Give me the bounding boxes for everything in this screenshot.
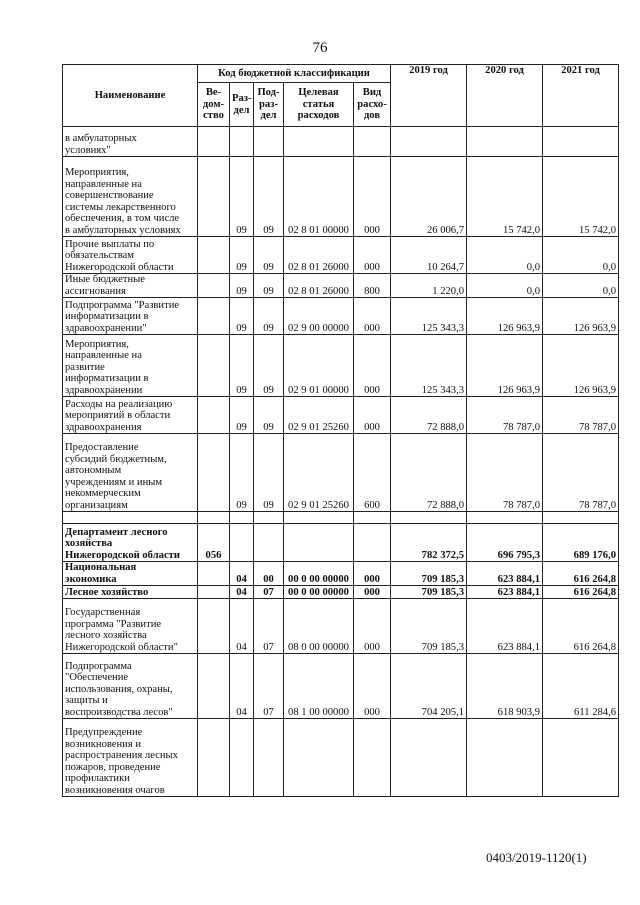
cell-ved — [198, 562, 230, 586]
cell-podrazdel: 09 — [254, 397, 284, 434]
cell-ved — [198, 434, 230, 512]
cell-y2021: 616 264,8 — [543, 586, 619, 599]
cell-vid — [354, 524, 391, 562]
table-row — [63, 654, 619, 719]
cell-ved — [198, 512, 230, 524]
cell-y2020: 0,0 — [467, 274, 543, 298]
cell-razdel — [230, 719, 254, 797]
cell-tselevaya: 02 8 01 26000 — [284, 274, 354, 298]
cell-name: Государственная программа "Развитие лесного хозяйства Нижегородской области" — [63, 599, 198, 654]
cell-tselevaya — [284, 127, 354, 157]
cell-y2020: 623 884,1 — [467, 586, 543, 599]
cell-podrazdel: 09 — [254, 237, 284, 274]
cell-vid: 000 — [354, 654, 391, 719]
cell-tselevaya: 02 8 01 26000 — [284, 237, 354, 274]
cell-y2019: 72 888,0 — [391, 397, 467, 434]
cell-vid: 000 — [354, 397, 391, 434]
cell-y2020: 126 963,9 — [467, 298, 543, 335]
cell-razdel — [230, 524, 254, 562]
cell-y2019 — [391, 512, 467, 524]
cell-podrazdel: 00 — [254, 562, 284, 586]
cell-y2021: 78 787,0 — [543, 434, 619, 512]
cell-y2020 — [467, 512, 543, 524]
cell-y2020: 126 963,9 — [467, 335, 543, 397]
cell-y2021 — [543, 127, 619, 157]
table-row — [63, 274, 619, 298]
cell-name: Подпрограмма "Обеспечение использования, охраны, защиты и воспроизводства лесов" — [63, 654, 198, 719]
cell-razdel: 04 — [230, 599, 254, 654]
cell-ved — [198, 298, 230, 335]
cell-name: Департамент лесного хозяйства Нижегородской области — [63, 524, 198, 562]
cell-y2021: 126 963,9 — [543, 335, 619, 397]
document-code: 0403/2019-1120(1) — [486, 850, 587, 865]
cell-vid: 600 — [354, 434, 391, 512]
cell-name — [63, 512, 198, 524]
cell-y2019 — [391, 719, 467, 797]
table-row — [63, 157, 619, 237]
cell-razdel: 09 — [230, 335, 254, 397]
cell-name: в амбулаторных условиях" — [63, 127, 198, 157]
cell-y2019 — [391, 127, 467, 157]
cell-name: Прочие выплаты по обязательствам Нижегородской области — [63, 237, 198, 274]
cell-y2021: 689 176,0 — [543, 524, 619, 562]
cell-vid: 000 — [354, 562, 391, 586]
cell-tselevaya — [284, 524, 354, 562]
table-body — [63, 127, 619, 797]
table-row — [63, 434, 619, 512]
cell-y2021: 78 787,0 — [543, 397, 619, 434]
cell-tselevaya: 08 0 00 00000 — [284, 599, 354, 654]
table-row — [63, 237, 619, 274]
table-row — [63, 335, 619, 397]
cell-ved — [198, 127, 230, 157]
cell-y2021: 126 963,9 — [543, 298, 619, 335]
cell-name: Лесное хозяйство — [63, 586, 198, 599]
cell-y2021: 15 742,0 — [543, 157, 619, 237]
cell-podrazdel — [254, 524, 284, 562]
cell-ved — [198, 719, 230, 797]
table-row — [63, 719, 619, 797]
cell-y2019: 125 343,3 — [391, 298, 467, 335]
cell-y2021: 616 264,8 — [543, 562, 619, 586]
budget-table — [62, 64, 619, 797]
cell-razdel: 04 — [230, 562, 254, 586]
cell-ved — [198, 599, 230, 654]
cell-vid: 000 — [354, 237, 391, 274]
cell-y2021 — [543, 512, 619, 524]
cell-razdel: 09 — [230, 237, 254, 274]
cell-razdel: 04 — [230, 586, 254, 599]
cell-razdel: 04 — [230, 654, 254, 719]
cell-y2020 — [467, 719, 543, 797]
cell-ved — [198, 335, 230, 397]
cell-name: Расходы на реализацию мероприятий в области здравоохранения — [63, 397, 198, 434]
cell-y2019: 26 006,7 — [391, 157, 467, 237]
header-2021: 2021 год — [543, 65, 619, 127]
cell-name: Предоставление субсидий бюджетным, автономным учреждениям и иным некоммерческим организациям — [63, 434, 198, 512]
cell-podrazdel — [254, 719, 284, 797]
cell-vid: 000 — [354, 298, 391, 335]
cell-tselevaya — [284, 719, 354, 797]
table-row — [63, 298, 619, 335]
cell-vid: 000 — [354, 586, 391, 599]
cell-podrazdel: 07 — [254, 586, 284, 599]
cell-y2021: 611 284,6 — [543, 654, 619, 719]
cell-vid: 000 — [354, 157, 391, 237]
cell-y2020: 696 795,3 — [467, 524, 543, 562]
cell-ved — [198, 157, 230, 237]
cell-y2019: 782 372,5 — [391, 524, 467, 562]
cell-y2021 — [543, 719, 619, 797]
cell-razdel: 09 — [230, 397, 254, 434]
cell-tselevaya: 08 1 00 00000 — [284, 654, 354, 719]
cell-razdel: 09 — [230, 274, 254, 298]
cell-y2019: 10 264,7 — [391, 237, 467, 274]
table-row — [63, 599, 619, 654]
cell-podrazdel: 07 — [254, 599, 284, 654]
cell-y2021: 0,0 — [543, 237, 619, 274]
cell-name: Подпрограмма "Развитие информатизации в здравоохранении" — [63, 298, 198, 335]
cell-y2021: 0,0 — [543, 274, 619, 298]
cell-ved — [198, 654, 230, 719]
cell-podrazdel: 09 — [254, 335, 284, 397]
cell-y2020: 623 884,1 — [467, 562, 543, 586]
header-vid: Вид расхо- дов — [354, 83, 391, 127]
cell-y2019: 709 185,3 — [391, 599, 467, 654]
cell-name: Мероприятия, направленные на совершенствование системы лекарственного обеспечения, в том числе в амбулаторных условиях — [63, 157, 198, 237]
cell-podrazdel: 09 — [254, 274, 284, 298]
cell-tselevaya: 02 8 01 00000 — [284, 157, 354, 237]
header-code-group: Код бюджетной классификации — [198, 65, 391, 83]
cell-podrazdel — [254, 127, 284, 157]
cell-podrazdel: 09 — [254, 434, 284, 512]
header-2020: 2020 год — [467, 65, 543, 127]
cell-tselevaya: 02 9 01 00000 — [284, 335, 354, 397]
cell-razdel: 09 — [230, 434, 254, 512]
header-tselevaya: Целевая статья расходов — [284, 83, 354, 127]
header-razdel: Раз- дел — [230, 83, 254, 127]
cell-y2020: 15 742,0 — [467, 157, 543, 237]
cell-ved — [198, 397, 230, 434]
cell-razdel — [230, 512, 254, 524]
cell-podrazdel: 07 — [254, 654, 284, 719]
cell-y2021: 616 264,8 — [543, 599, 619, 654]
table-row — [63, 524, 619, 562]
cell-y2019: 709 185,3 — [391, 586, 467, 599]
cell-ved — [198, 237, 230, 274]
cell-y2020 — [467, 127, 543, 157]
cell-razdel: 09 — [230, 298, 254, 335]
cell-y2020: 0,0 — [467, 237, 543, 274]
cell-y2019: 72 888,0 — [391, 434, 467, 512]
cell-podrazdel: 09 — [254, 298, 284, 335]
cell-vid — [354, 719, 391, 797]
table-row — [63, 586, 619, 599]
cell-name: Национальная экономика — [63, 562, 198, 586]
cell-y2020: 618 903,9 — [467, 654, 543, 719]
cell-y2019: 704 205,1 — [391, 654, 467, 719]
cell-tselevaya: 00 0 00 00000 — [284, 562, 354, 586]
cell-vid: 800 — [354, 274, 391, 298]
cell-ved — [198, 274, 230, 298]
cell-tselevaya: 02 9 01 25260 — [284, 397, 354, 434]
cell-podrazdel: 09 — [254, 157, 284, 237]
cell-name: Предупреждение возникновения и распространения лесных пожаров, проведение профилактики возникновения очагов — [63, 719, 198, 797]
cell-vid — [354, 512, 391, 524]
table-header — [63, 65, 619, 127]
table-row — [63, 562, 619, 586]
header-podrazdel: Под- раз- дел — [254, 83, 284, 127]
cell-y2020: 78 787,0 — [467, 434, 543, 512]
cell-ved — [198, 586, 230, 599]
cell-vid: 000 — [354, 335, 391, 397]
cell-y2019: 709 185,3 — [391, 562, 467, 586]
cell-name: Иные бюджетные ассигнования — [63, 274, 198, 298]
cell-tselevaya: 00 0 00 00000 — [284, 586, 354, 599]
cell-tselevaya: 02 9 00 00000 — [284, 298, 354, 335]
cell-vid: 000 — [354, 599, 391, 654]
cell-y2019: 125 343,3 — [391, 335, 467, 397]
cell-ved: 056 — [198, 524, 230, 562]
cell-y2019: 1 220,0 — [391, 274, 467, 298]
header-name: Наименование — [63, 65, 198, 127]
cell-y2020: 78 787,0 — [467, 397, 543, 434]
table-row — [63, 127, 619, 157]
page-number: 76 — [312, 40, 328, 56]
cell-razdel — [230, 127, 254, 157]
cell-tselevaya — [284, 512, 354, 524]
cell-podrazdel — [254, 512, 284, 524]
table-row — [63, 397, 619, 434]
cell-vid — [354, 127, 391, 157]
header-2019: 2019 год — [391, 65, 467, 127]
cell-razdel: 09 — [230, 157, 254, 237]
cell-y2020: 623 884,1 — [467, 599, 543, 654]
header-vedomstvo: Ве- дом- ство — [198, 83, 230, 127]
cell-tselevaya: 02 9 01 25260 — [284, 434, 354, 512]
table-row — [63, 512, 619, 524]
cell-name: Мероприятия, направленные на развитие информатизации в здравоохранении — [63, 335, 198, 397]
